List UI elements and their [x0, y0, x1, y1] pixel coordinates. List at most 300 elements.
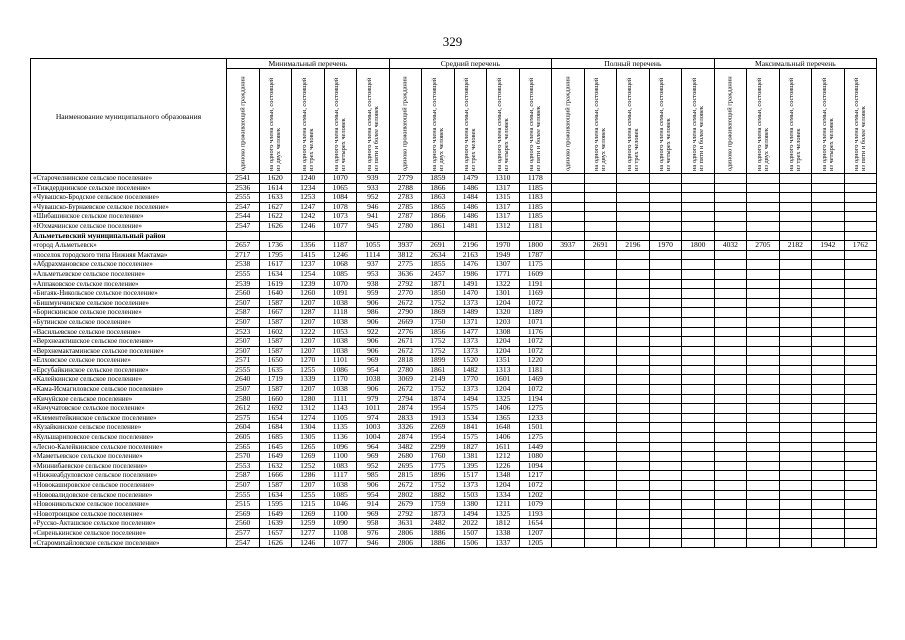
- value-cell: 1317: [487, 212, 520, 222]
- value-cell: [714, 183, 747, 193]
- value-cell: [617, 452, 650, 462]
- value-cell: 1866: [422, 183, 455, 193]
- value-cell: 1587: [259, 317, 292, 327]
- value-cell: 2788: [389, 183, 422, 193]
- value-cell: 1587: [259, 346, 292, 356]
- value-cell: 1692: [259, 404, 292, 414]
- value-cell: [714, 308, 747, 318]
- subcolumn-header: [844, 69, 877, 174]
- value-cell: [714, 442, 747, 452]
- value-cell: [552, 375, 585, 385]
- subcolumn-header-label: на одного члена семьи, состоящей из пяти и более человек: [528, 77, 543, 171]
- subcolumn-header: [649, 69, 682, 174]
- value-cell: 1181: [519, 221, 552, 231]
- value-cell: [844, 250, 877, 260]
- value-cell: 1055: [357, 241, 390, 251]
- value-cell: 1954: [422, 404, 455, 414]
- value-cell: [552, 423, 585, 433]
- value-cell: [649, 346, 682, 356]
- value-cell: [584, 260, 617, 270]
- value-cell: 1484: [454, 193, 487, 203]
- value-cell: [844, 212, 877, 222]
- value-cell: 1070: [324, 279, 357, 289]
- value-cell: [844, 289, 877, 299]
- value-cell: 1207: [292, 346, 325, 356]
- value-cell: [714, 298, 747, 308]
- value-cell: [747, 490, 780, 500]
- value-cell: [812, 269, 845, 279]
- value-cell: [259, 231, 292, 241]
- value-cell: [617, 442, 650, 452]
- value-cell: 1322: [487, 279, 520, 289]
- value-cell: 1406: [487, 404, 520, 414]
- value-cell: 1986: [454, 269, 487, 279]
- value-cell: 2634: [422, 250, 455, 260]
- value-cell: [747, 317, 780, 327]
- municipality-name: «Бигаяк-Никольское сельское поселение»: [31, 289, 227, 299]
- table-row: [31, 221, 877, 231]
- value-cell: [844, 509, 877, 519]
- value-cell: 1205: [519, 538, 552, 548]
- value-cell: 906: [357, 337, 390, 347]
- value-cell: 1841: [454, 423, 487, 433]
- value-cell: 1759: [422, 500, 455, 510]
- value-cell: [487, 231, 520, 241]
- value-cell: 1626: [259, 538, 292, 548]
- value-cell: 3326: [389, 423, 422, 433]
- value-cell: 1090: [324, 519, 357, 529]
- value-cell: [779, 423, 812, 433]
- value-cell: [747, 260, 780, 270]
- value-cell: [747, 433, 780, 443]
- value-cell: [617, 289, 650, 299]
- value-cell: 2792: [389, 509, 422, 519]
- value-cell: [844, 519, 877, 529]
- value-cell: 1587: [259, 385, 292, 395]
- value-cell: [552, 528, 585, 538]
- value-cell: 969: [357, 356, 390, 366]
- value-cell: 1143: [324, 404, 357, 414]
- value-cell: [584, 174, 617, 184]
- value-cell: [584, 490, 617, 500]
- value-cell: 1189: [519, 308, 552, 318]
- value-cell: [747, 212, 780, 222]
- value-cell: [812, 433, 845, 443]
- value-cell: 1365: [487, 413, 520, 423]
- value-cell: [844, 279, 877, 289]
- table-row: [31, 193, 877, 203]
- value-cell: [682, 404, 715, 414]
- value-cell: [617, 327, 650, 337]
- value-cell: [682, 538, 715, 548]
- value-cell: 2794: [389, 394, 422, 404]
- value-cell: 3482: [389, 442, 422, 452]
- value-cell: 2536: [227, 183, 260, 193]
- value-cell: [649, 308, 682, 318]
- value-cell: 2507: [227, 298, 260, 308]
- table-row: [31, 250, 877, 260]
- value-cell: 1477: [454, 327, 487, 337]
- value-cell: 1873: [422, 509, 455, 519]
- section-row: [31, 231, 877, 241]
- value-cell: [552, 289, 585, 299]
- value-cell: [812, 385, 845, 395]
- cost-table: [30, 58, 877, 548]
- value-cell: [812, 337, 845, 347]
- value-cell: 1520: [454, 356, 487, 366]
- subcolumn-header: [519, 69, 552, 174]
- value-cell: 3937: [389, 241, 422, 251]
- value-cell: 1449: [519, 442, 552, 452]
- value-cell: [617, 260, 650, 270]
- value-cell: [812, 452, 845, 462]
- subcolumn-header-label: на одного члена семьи, состоящей из двух человек: [268, 77, 283, 171]
- value-cell: 1719: [259, 375, 292, 385]
- value-cell: [779, 193, 812, 203]
- value-cell: 2669: [389, 317, 422, 327]
- municipality-name: «Лесно-Калейкинское сельское поселение»: [31, 442, 227, 452]
- table-row: [31, 538, 877, 548]
- value-cell: [779, 481, 812, 491]
- value-cell: 1315: [487, 193, 520, 203]
- value-cell: 939: [357, 174, 390, 184]
- value-cell: 1949: [487, 250, 520, 260]
- value-cell: [682, 461, 715, 471]
- municipality-name: «Верхнемактаминское сельское поселение»: [31, 346, 227, 356]
- value-cell: [747, 375, 780, 385]
- value-cell: [552, 202, 585, 212]
- table-body: [31, 174, 877, 548]
- value-cell: [714, 509, 747, 519]
- value-cell: 2575: [227, 413, 260, 423]
- value-cell: [682, 490, 715, 500]
- value-cell: 1207: [519, 528, 552, 538]
- value-cell: [324, 231, 357, 241]
- subcolumn-header: [487, 69, 520, 174]
- subcolumn-header-label: на одного члена семьи, состоящей из четырех человек: [333, 77, 348, 171]
- value-cell: [682, 174, 715, 184]
- value-cell: [682, 442, 715, 452]
- value-cell: [779, 269, 812, 279]
- value-cell: 1136: [324, 433, 357, 443]
- value-cell: 2577: [227, 528, 260, 538]
- value-cell: [844, 433, 877, 443]
- value-cell: [617, 337, 650, 347]
- value-cell: 2299: [422, 442, 455, 452]
- value-cell: [779, 519, 812, 529]
- value-cell: 1211: [487, 500, 520, 510]
- value-cell: [682, 413, 715, 423]
- municipality-name: «Сиренькинское сельское поселение»: [31, 528, 227, 538]
- value-cell: 1770: [454, 375, 487, 385]
- value-cell: 2779: [389, 174, 422, 184]
- value-cell: 1234: [292, 183, 325, 193]
- value-cell: 1899: [422, 356, 455, 366]
- value-cell: 2580: [227, 394, 260, 404]
- value-cell: 1575: [454, 433, 487, 443]
- value-cell: 1310: [487, 174, 520, 184]
- value-cell: [812, 519, 845, 529]
- value-cell: 1861: [422, 221, 455, 231]
- value-cell: [584, 471, 617, 481]
- value-cell: [844, 193, 877, 203]
- value-cell: [584, 385, 617, 395]
- table-row: [31, 356, 877, 366]
- value-cell: 1072: [519, 337, 552, 347]
- value-cell: 1220: [519, 356, 552, 366]
- value-cell: 1649: [259, 452, 292, 462]
- value-cell: [714, 375, 747, 385]
- value-cell: 1270: [292, 356, 325, 366]
- value-cell: [389, 231, 422, 241]
- value-cell: [649, 452, 682, 462]
- value-cell: 1237: [292, 260, 325, 270]
- value-cell: 937: [357, 260, 390, 270]
- value-cell: [584, 221, 617, 231]
- value-cell: 2555: [227, 269, 260, 279]
- value-cell: 1812: [487, 519, 520, 529]
- value-cell: 1855: [422, 260, 455, 270]
- value-cell: 1275: [519, 433, 552, 443]
- value-cell: 2776: [389, 327, 422, 337]
- value-cell: [584, 509, 617, 519]
- subcolumn-header: [389, 69, 422, 174]
- value-cell: 969: [357, 509, 390, 519]
- value-cell: 2770: [389, 289, 422, 299]
- table-row: [31, 212, 877, 222]
- value-cell: [552, 471, 585, 481]
- value-cell: 1503: [454, 490, 487, 500]
- value-cell: [812, 221, 845, 231]
- value-cell: [649, 500, 682, 510]
- value-cell: [844, 481, 877, 491]
- municipality-name: «Калейкинское сельское поселение»: [31, 375, 227, 385]
- value-cell: 1750: [422, 317, 455, 327]
- value-cell: 2874: [389, 433, 422, 443]
- table-row: [31, 327, 877, 337]
- subcolumn-header-label: на одного члена семьи, состоящей из четырех человек: [495, 77, 510, 171]
- value-cell: [649, 212, 682, 222]
- value-cell: [779, 337, 812, 347]
- value-cell: 1626: [259, 221, 292, 231]
- value-cell: 1204: [487, 346, 520, 356]
- value-cell: [779, 365, 812, 375]
- value-cell: [649, 433, 682, 443]
- value-cell: 1666: [259, 471, 292, 481]
- value-cell: [552, 260, 585, 270]
- municipality-name: «Кульшариповское сельское поселение»: [31, 433, 227, 443]
- value-cell: 2679: [389, 500, 422, 510]
- value-cell: [812, 356, 845, 366]
- table-row: [31, 365, 877, 375]
- value-cell: [649, 250, 682, 260]
- value-cell: [649, 413, 682, 423]
- value-cell: 2022: [454, 519, 487, 529]
- value-cell: 1752: [422, 346, 455, 356]
- value-cell: [552, 509, 585, 519]
- value-cell: 1954: [422, 433, 455, 443]
- value-cell: [844, 538, 877, 548]
- value-cell: 1091: [324, 289, 357, 299]
- municipality-name: «Аппаковское сельское поселение»: [31, 279, 227, 289]
- value-cell: 1079: [519, 500, 552, 510]
- value-cell: [682, 519, 715, 529]
- value-cell: [649, 365, 682, 375]
- value-cell: 1760: [422, 452, 455, 462]
- value-cell: [844, 174, 877, 184]
- value-cell: [779, 289, 812, 299]
- value-cell: [812, 500, 845, 510]
- table-row: [31, 279, 877, 289]
- value-cell: 2507: [227, 385, 260, 395]
- subcolumn-header-label: на одного члена семьи, состоящей из двух человек: [755, 77, 770, 171]
- value-cell: 2555: [227, 490, 260, 500]
- value-cell: [844, 221, 877, 231]
- value-cell: 1203: [487, 317, 520, 327]
- value-cell: [812, 317, 845, 327]
- value-cell: 1648: [487, 423, 520, 433]
- value-cell: 1620: [259, 174, 292, 184]
- value-cell: [682, 375, 715, 385]
- value-cell: 1325: [487, 394, 520, 404]
- value-cell: [584, 298, 617, 308]
- value-cell: 1752: [422, 481, 455, 491]
- subcolumn-header: [584, 69, 617, 174]
- value-cell: 1649: [259, 509, 292, 519]
- value-cell: [779, 231, 812, 241]
- subcolumn-header-label: одиноко проживающий гражданин: [564, 76, 572, 171]
- value-cell: [747, 394, 780, 404]
- value-cell: 3631: [389, 519, 422, 529]
- value-cell: [649, 538, 682, 548]
- value-cell: [714, 279, 747, 289]
- value-cell: 1654: [259, 413, 292, 423]
- value-cell: [292, 231, 325, 241]
- value-cell: [747, 327, 780, 337]
- value-cell: 1325: [487, 509, 520, 519]
- table-row: [31, 404, 877, 414]
- municipality-name: «Борискинское сельское поселение»: [31, 308, 227, 318]
- value-cell: 2790: [389, 308, 422, 318]
- value-cell: [649, 279, 682, 289]
- value-cell: [552, 519, 585, 529]
- value-cell: 1752: [422, 337, 455, 347]
- value-cell: [552, 327, 585, 337]
- table-row: [31, 269, 877, 279]
- value-cell: [649, 385, 682, 395]
- municipality-name: «Новотроицкое сельское поселение»: [31, 509, 227, 519]
- value-cell: [812, 212, 845, 222]
- value-cell: [584, 394, 617, 404]
- value-cell: 1077: [324, 221, 357, 231]
- subcolumn-header-label: на одного члена семьи, состоящей из трех человек: [788, 77, 803, 171]
- value-cell: [812, 471, 845, 481]
- value-cell: 2565: [227, 442, 260, 452]
- value-cell: [584, 279, 617, 289]
- value-cell: [584, 365, 617, 375]
- value-cell: 1187: [324, 241, 357, 251]
- value-cell: [617, 279, 650, 289]
- value-cell: 2605: [227, 433, 260, 443]
- value-cell: [779, 298, 812, 308]
- value-cell: 1135: [324, 423, 357, 433]
- value-cell: 1312: [292, 404, 325, 414]
- value-cell: [779, 317, 812, 327]
- value-cell: 1859: [422, 174, 455, 184]
- value-cell: [714, 346, 747, 356]
- value-cell: [584, 413, 617, 423]
- value-cell: [617, 538, 650, 548]
- table-row: [31, 385, 877, 395]
- value-cell: [617, 298, 650, 308]
- value-cell: 1654: [519, 519, 552, 529]
- value-cell: 1627: [259, 202, 292, 212]
- value-cell: 1038: [324, 346, 357, 356]
- subcolumn-header-label: одиноко проживающий гражданин: [726, 76, 734, 171]
- value-cell: 1614: [259, 183, 292, 193]
- value-cell: 2507: [227, 317, 260, 327]
- value-cell: [714, 269, 747, 279]
- value-cell: 1183: [519, 193, 552, 203]
- value-cell: [844, 394, 877, 404]
- value-cell: 1338: [487, 528, 520, 538]
- value-cell: [584, 231, 617, 241]
- value-cell: 2780: [389, 221, 422, 231]
- value-cell: 1635: [259, 365, 292, 375]
- value-cell: [747, 528, 780, 538]
- value-cell: 1003: [357, 423, 390, 433]
- value-cell: 1185: [519, 183, 552, 193]
- value-cell: 2163: [454, 250, 487, 260]
- value-cell: [552, 298, 585, 308]
- value-cell: 1046: [324, 500, 357, 510]
- value-cell: 3069: [389, 375, 422, 385]
- value-cell: [812, 174, 845, 184]
- value-cell: 2787: [389, 212, 422, 222]
- value-cell: 1752: [422, 385, 455, 395]
- value-cell: [779, 308, 812, 318]
- value-cell: [779, 375, 812, 385]
- value-cell: 2507: [227, 337, 260, 347]
- value-cell: 1247: [292, 202, 325, 212]
- value-cell: [617, 385, 650, 395]
- value-cell: [714, 202, 747, 212]
- value-cell: 2482: [422, 519, 455, 529]
- value-cell: [584, 308, 617, 318]
- value-cell: [779, 346, 812, 356]
- value-cell: [552, 356, 585, 366]
- value-cell: 1077: [324, 538, 357, 548]
- table-row: [31, 481, 877, 491]
- medium-list-header: Средний перечень: [389, 59, 552, 69]
- value-cell: [584, 423, 617, 433]
- value-cell: [649, 317, 682, 327]
- subcolumn-header-label: на одного члена семьи, состоящей из четырех человек: [658, 77, 673, 171]
- value-cell: [617, 174, 650, 184]
- value-cell: 2538: [227, 260, 260, 270]
- value-cell: [227, 231, 260, 241]
- value-cell: [682, 528, 715, 538]
- value-cell: [519, 231, 552, 241]
- value-cell: 1252: [292, 461, 325, 471]
- value-cell: [844, 452, 877, 462]
- value-cell: 2507: [227, 346, 260, 356]
- value-cell: [617, 375, 650, 385]
- value-cell: [844, 442, 877, 452]
- value-cell: [714, 404, 747, 414]
- subcolumn-header-label: на одного члена семьи, состоящей из четырех человек: [820, 77, 835, 171]
- value-cell: 1373: [454, 346, 487, 356]
